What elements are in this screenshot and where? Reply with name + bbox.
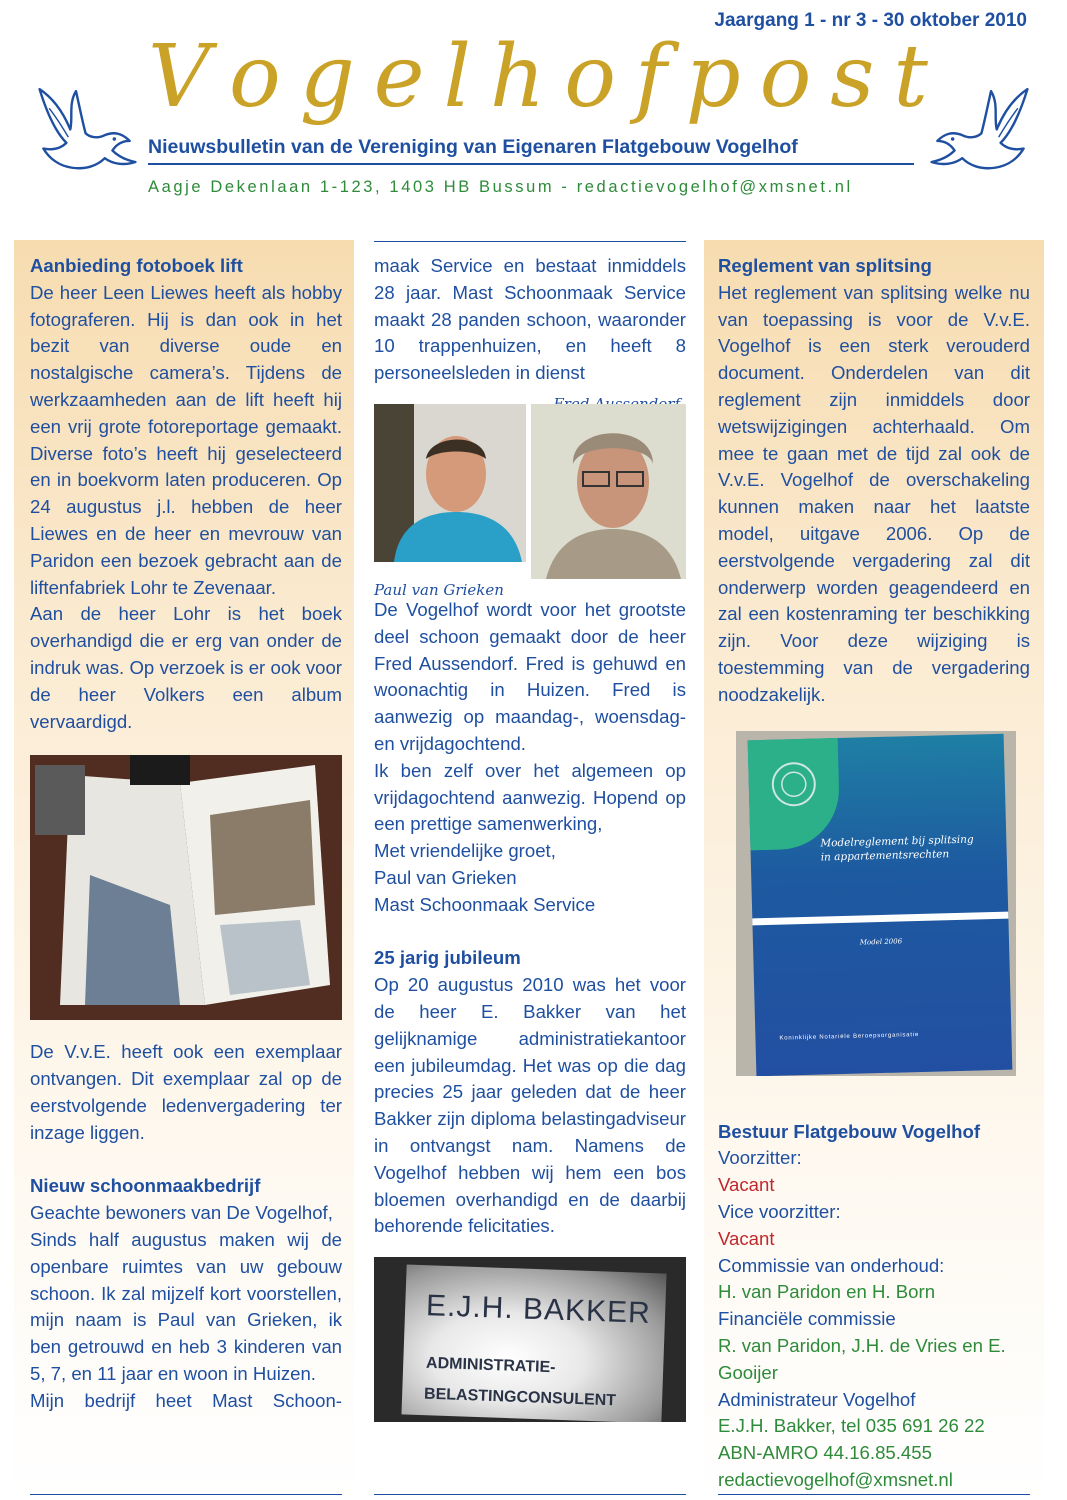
caption-paul: Paul van Grieken bbox=[374, 580, 504, 599]
article-paragraph: Sinds half augustus maken wij de openbare ruimtes van uw gebouw schoon. Ik zal mijzelf kort voorstellen, mijn naam is Paul van Grieken, ik ben getrouwd en heb 3 kinderen van 5, 7, en 11 jaar en woon in Huizen. bbox=[30, 1228, 342, 1384]
dove-icon bbox=[922, 70, 1037, 185]
board-list bbox=[718, 1145, 1030, 1440]
board-member: H. van Paridon en H. Born bbox=[718, 1281, 936, 1303]
photo-staff bbox=[374, 387, 686, 597]
photo-book-lift bbox=[30, 755, 342, 1020]
board-member: Vacant bbox=[718, 1227, 775, 1249]
board-member: E.J.H. Bakker, tel 035 691 26 22 bbox=[718, 1415, 985, 1437]
board-role: Voorzitter: bbox=[718, 1147, 802, 1169]
column-divider-bottom bbox=[30, 1494, 342, 1495]
article-paragraph: De V.v.E. heeft ook een exemplaar ontvangen. Dit exemplaar zal op de eerstvolgende ledenvergadering ter inzage liggen. bbox=[30, 1041, 342, 1143]
board-member: Vacant bbox=[718, 1174, 775, 1196]
column-divider-bottom bbox=[374, 1494, 686, 1495]
masthead-letter: p bbox=[685, 27, 741, 127]
issue-info: Jaargang 1 - nr 3 - 30 oktober 2010 bbox=[714, 10, 1027, 31]
middle-column bbox=[374, 253, 686, 1422]
photo-name-sign bbox=[374, 1257, 686, 1422]
masthead-letter: V bbox=[148, 27, 211, 127]
article-paragraph: maak Service en bestaat inmiddels 28 jaar. Mast Schoonmaak Service maakt 28 panden schoon, waaronder 10 trappenhuizen, en heeft 8 personeelsleden in dienst bbox=[374, 255, 686, 384]
book-publisher: Koninklijke Notariële Beroepsorganisatie bbox=[779, 1031, 920, 1042]
masthead-subtitle: Nieuwsbulletin van de Vereniging van Eigenaren Flatgebouw Vogelhof bbox=[148, 136, 798, 158]
heading-reglement: Reglement van splitsing bbox=[718, 255, 932, 276]
masthead-letter: t bbox=[893, 27, 928, 127]
book-title bbox=[820, 832, 974, 864]
board-title: Bestuur Flatgebouw Vogelhof bbox=[718, 1120, 981, 1142]
board-role: Vice voorzitter: bbox=[718, 1200, 841, 1222]
masthead-letter: s bbox=[830, 27, 875, 127]
article-paragraph: Geachte bewoners van De Vogelhof, bbox=[30, 1202, 333, 1224]
bank-account: ABN-AMRO 44.16.85.455 bbox=[718, 1442, 932, 1464]
masthead-letter: o bbox=[229, 27, 281, 127]
book-title-line: in appartementsrechten bbox=[820, 847, 950, 864]
masthead-letter: g bbox=[299, 27, 355, 127]
sign-name: E.J.H. BAKKER bbox=[425, 1289, 652, 1331]
sign-line: ADMINISTRATIE- bbox=[425, 1354, 556, 1377]
masthead-title bbox=[148, 27, 928, 127]
masthead-letter: o bbox=[564, 27, 616, 127]
masthead-address: Aagje Dekenlaan 1-123, 1403 HB Bussum - redactievogelhof@xmsnet.nl bbox=[148, 178, 853, 196]
masthead bbox=[148, 27, 928, 127]
masthead-letter: o bbox=[759, 27, 812, 127]
heading-jubileum: 25 jarig jubileum bbox=[374, 947, 521, 969]
article-paragraph: De Vogelhof wordt voor het grootste deel schoon gemaakt door de heer Fred Aussendorf. Fred is gehuwd en woonachtig in Huizen. Fred is aanwezig op maandag-, woensdag- en vrijdagochtend. bbox=[374, 598, 686, 754]
masthead-letter: h bbox=[489, 27, 546, 127]
photo-book-image bbox=[30, 755, 342, 1020]
photo-fred bbox=[531, 404, 686, 579]
article-paragraph: Ik ben zelf over het algemeen op vrijdagochtend aanwezig. Hopend op een prettige samenwerking, bbox=[374, 759, 686, 835]
sign-line: BELASTINGCONSULENT bbox=[423, 1385, 617, 1410]
book-title-line: Modelreglement bij splitsing bbox=[820, 833, 974, 850]
left-column bbox=[30, 253, 342, 1415]
right-column bbox=[718, 253, 1030, 1494]
masthead-letter: e bbox=[373, 27, 425, 127]
article-paragraph: Op 20 augustus 2010 was het voor de heer E. Bakker van het gelijknamige administratiekantoor een jubileumdag. Het was op die dag precies 25 jaar geleden dat de heer Bakker zijn diploma belastingadviseur in ontvangst nam. Namens de Vogelhof hebben wij hem een bos bloemen overhandigd en de daarbij behorende felicitaties. bbox=[374, 974, 686, 1237]
dove-icon bbox=[30, 70, 145, 185]
photo-reglement-book bbox=[736, 731, 1016, 1076]
article-paragraph: De heer Leen Liewes heeft als hobby fotograferen. Hij is dan ook in het bezit van diverse oude en nostalgische camera’s. Tijdens de werkzaamheden aan de lift heeft hij een vrij grote fotoreportage gemaakt. Diverse foto’s heeft hij geselecteerd en in boekvorm laten produceren. Op 24 augustus j.l. hebben de heer Liewes en de heer en mevrouw van Paridon een bezoek gebracht aan de liftenfabriek Lohr te Zevenaar. bbox=[30, 281, 342, 598]
article-paragraph: Het reglement van splitsing welke nu van toepassing is voor de V.v.E. Vogelhof is een sterk verouderd document. Onderdelen van dit reglement zijn inmiddels door wetswijzigingen achterhaald. Om mee te gaan met de tijd zal ook de V.v.E. Vogelhof de overschakeling kunnen maken naar het laatste model, uitgave 2006. Op de eerstvolgende vergadering zal dit onderwerp worden geagendeerd en zal een kostenraming ter beschikking zijn. Voor deze wijziging is toestemming van de vergadering noodzakelijk. bbox=[718, 281, 1030, 705]
article-paragraph: Paul van Grieken bbox=[374, 866, 517, 888]
board-role: Financiële commissie bbox=[718, 1308, 896, 1330]
article-paragraph: Mijn bedrijf heet Mast Schoon- bbox=[30, 1389, 342, 1411]
board-member: R. van Paridon, J.H. de Vries en E. Gooijer bbox=[718, 1334, 1006, 1383]
header-divider bbox=[148, 163, 914, 165]
article-paragraph: Aan de heer Lohr is het boek overhandigd die er erg van onder de indruk was. Op verzoek is er ook voor de heer Volkers een album vervaardigd. bbox=[30, 603, 342, 732]
masthead-letter: f bbox=[634, 27, 667, 127]
column-divider-bottom bbox=[718, 1494, 1030, 1495]
masthead-letter: l bbox=[443, 27, 471, 127]
crest-icon bbox=[768, 758, 819, 809]
contact-email[interactable]: redactievogelhof@xmsnet.nl bbox=[718, 1468, 953, 1490]
board-role: Commissie van onderhoud: bbox=[718, 1254, 945, 1276]
book-cover bbox=[748, 733, 1013, 1075]
book-model: Model 2006 bbox=[859, 936, 903, 947]
heading-schoonmaakbedrijf: Nieuw schoonmaakbedrijf bbox=[30, 1175, 261, 1197]
photo-paul bbox=[374, 404, 526, 562]
heading-fotoboek: Aanbieding fotoboek lift bbox=[30, 255, 243, 276]
article-paragraph: Mast Schoonmaak Service bbox=[374, 893, 596, 915]
article-paragraph: Met vriendelijke groet, bbox=[374, 840, 556, 862]
board-role: Administrateur Vogelhof bbox=[718, 1388, 916, 1410]
book-stripe bbox=[752, 911, 1008, 925]
column-divider-top bbox=[374, 241, 686, 242]
